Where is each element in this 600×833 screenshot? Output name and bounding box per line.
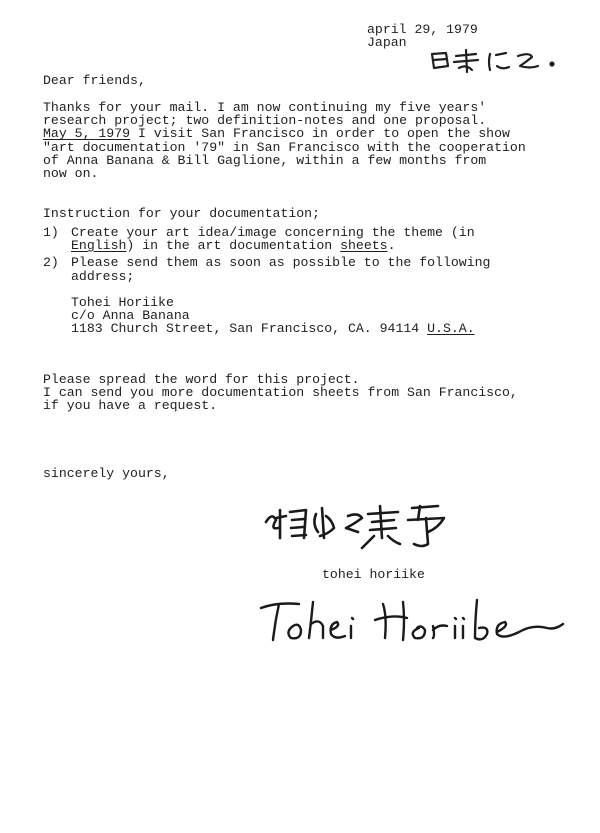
item-line: Create your art idea/image concerning the theme (in — [71, 225, 475, 240]
letter-place: Japan — [367, 35, 407, 51]
language-english: English — [71, 238, 127, 254]
body-paragraph — [43, 101, 595, 180]
signoff: sincerely yours, — [43, 466, 170, 481]
item-line: address; — [71, 268, 135, 284]
closing-paragraph — [43, 373, 518, 413]
item-number: 2) — [43, 255, 59, 271]
address-street: 1183 Church Street, San Francisco, CA. 94114 U.S.A. — [71, 321, 475, 337]
kanji-signature — [262, 498, 472, 554]
sheets-word: sheets — [340, 238, 388, 254]
item-number: 1) — [43, 225, 59, 240]
item-line: Please send them as soon as possible to the following — [71, 255, 491, 271]
salutation: Dear friends, — [43, 73, 146, 88]
body-line: now on. — [43, 166, 99, 182]
handwritten-place-note — [426, 44, 566, 74]
visit-date: May 5, 1979 — [43, 126, 131, 142]
address-name: Tohei Horiike — [71, 295, 174, 310]
latin-signature — [257, 592, 569, 652]
address-care-of: c/o Anna Banana — [71, 308, 190, 324]
letter-date: april 29, 1979 — [367, 22, 478, 37]
instruction-intro: Instruction for your documentation; — [43, 206, 320, 221]
closing-line: Please spread the word for this project. — [43, 372, 360, 387]
body-line: "art documentation '79" in San Francisco with the cooperation — [43, 139, 526, 155]
instruction-list — [43, 226, 595, 283]
body-line: May 5, 1979 I visit San Francisco in order to open the show — [43, 126, 510, 142]
list-item — [43, 226, 595, 252]
closing-line: I can send you more documentation sheets from San Francisco, — [43, 385, 518, 401]
closing-line: if you have a request. — [43, 398, 218, 414]
mailing-address — [71, 296, 475, 336]
list-item — [43, 256, 595, 282]
body-line: of Anna Banana & Bill Gaglione, within a few months from — [43, 152, 487, 168]
body-line: research project; two definition-notes and one proposal. — [43, 113, 487, 129]
address-country: U.S.A. — [427, 321, 475, 337]
body-line: Thanks for your mail. I am now continuing my five years' — [43, 100, 487, 115]
item-line: English) in the art documentation sheets. — [71, 238, 396, 254]
typed-name: tohei horiike — [322, 567, 425, 582]
